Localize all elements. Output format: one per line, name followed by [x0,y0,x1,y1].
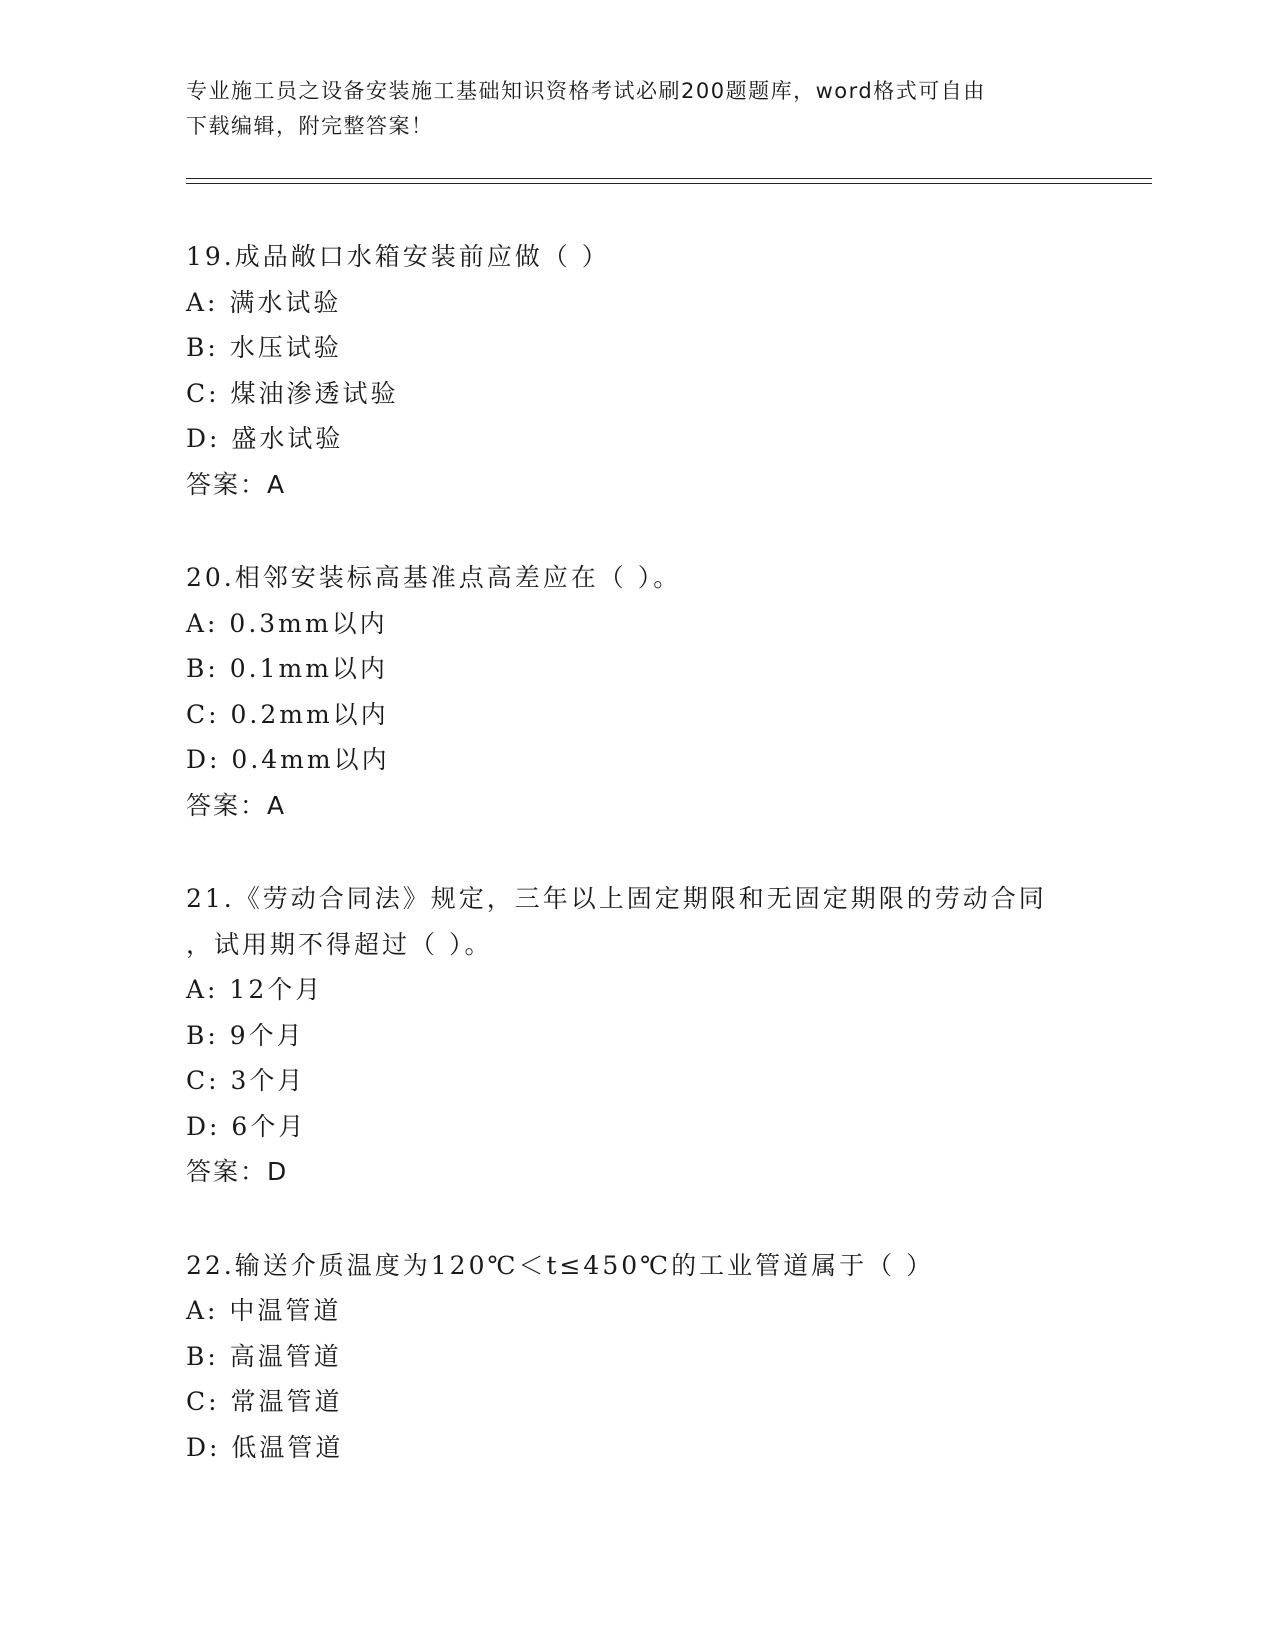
header-line-1: 专业施工员之设备安装施工基础知识资格考试必刷200题题库，word格式可自由 [186,79,986,103]
option-c: C: 0.2mm以内 [186,699,389,729]
answer-line: 答案：D [186,1157,289,1186]
option-a: A: 0.3mm以内 [186,608,388,638]
question-stem-continued: ，试用期不得超过（ ）。 [186,929,493,959]
header-line-2: 下载编辑，附完整答案！ [186,114,434,138]
option-c: C: 3个月 [186,1066,306,1095]
question-20 [186,555,1086,828]
question-19 [186,234,1086,507]
question-list [186,234,1086,1518]
answer-line: 答案：A [186,790,287,820]
option-b: B: 9个月 [186,1020,305,1050]
option-d: D: 低温管道 [186,1432,344,1462]
answer-line: 答案：A [186,469,287,499]
option-a: A: 满水试验 [186,287,342,317]
question-21 [186,876,1086,1195]
question-stem: 22.输送介质温度为120℃＜t≤450℃的工业管道属于（ ） [186,1250,935,1280]
header-divider-bottom [186,183,1152,184]
question-stem: 20.相邻安装标高基准点高差应在（ ）。 [186,563,682,592]
question-22 [186,1243,1086,1471]
header-divider-top [186,178,1152,179]
option-c: C: 常温管道 [186,1387,343,1416]
question-stem: 19.成品敞口水箱安装前应做（ ） [186,242,610,271]
option-d: D: 盛水试验 [186,424,344,453]
option-a: A: 12个月 [186,975,324,1004]
option-b: B: 水压试验 [186,333,342,362]
option-d: D: 0.4mm以内 [186,745,390,774]
option-b: B: 0.1mm以内 [186,654,388,683]
option-a: A: 中温管道 [186,1296,342,1325]
option-b: B: 高温管道 [186,1341,342,1371]
document-header [186,74,1066,144]
question-stem: 21.《劳动合同法》规定，三年以上固定期限和无固定期限的劳动合同 [186,884,1047,913]
option-c: C: 煤油渗透试验 [186,378,399,408]
option-d: D: 6个月 [186,1111,307,1141]
